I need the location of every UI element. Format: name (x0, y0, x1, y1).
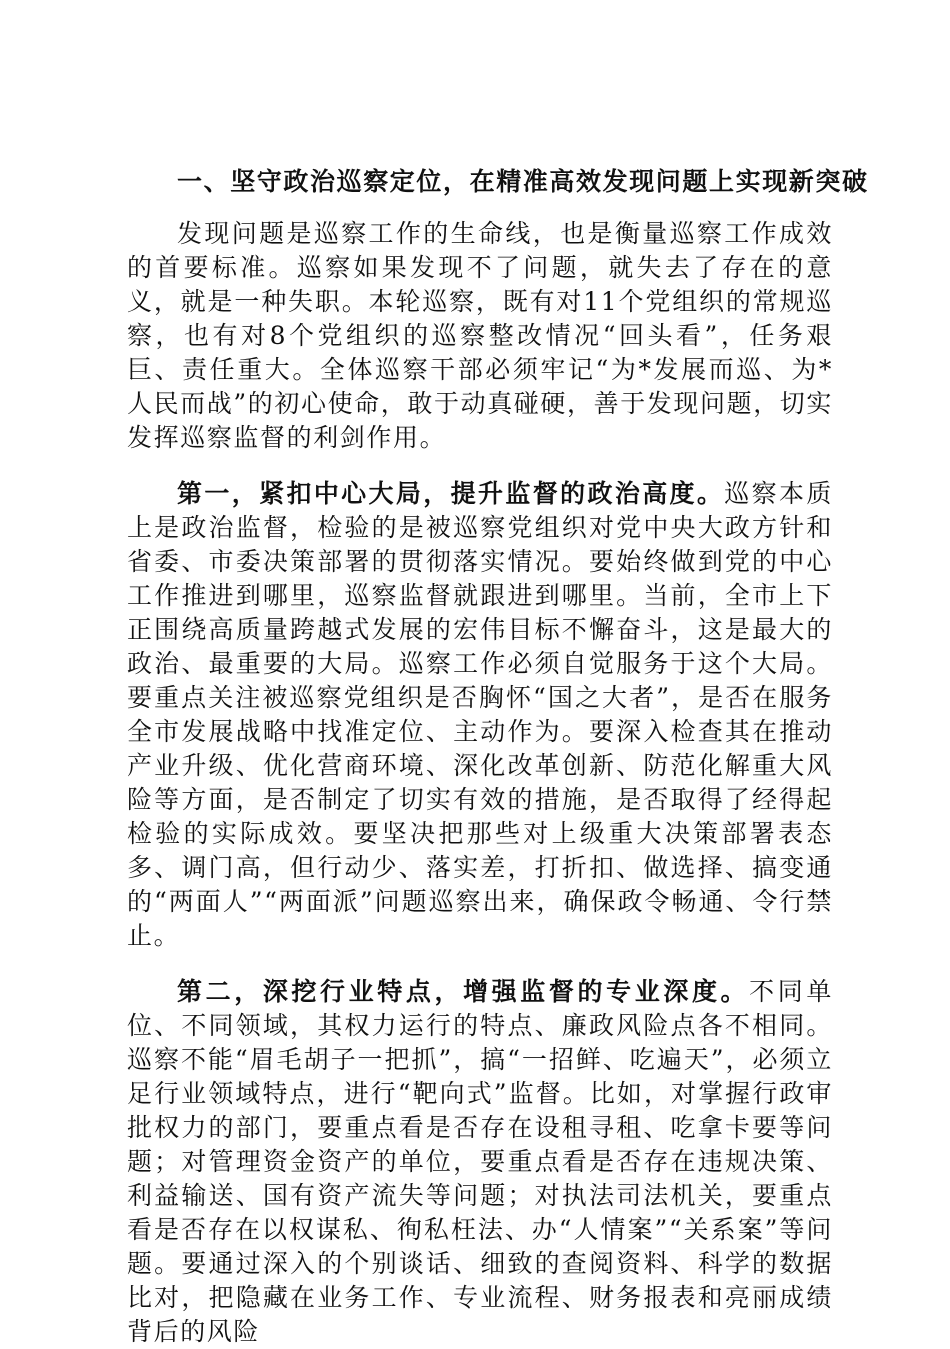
document-body (127, 165, 869, 1349)
paragraph-text: 巡察本质上是政治监督，检验的是被巡察党组织对党中央大政方针和省委、市委决策部署的贯彻落实情况。要始终做到党的中心工作推进到哪里，巡察监督就跟进到哪里。当前，全市上下正围绕高质量跨越式发展的宏伟目标不懈奋斗，这是最大的政治、最重要的大局。巡察工作必须自觉服务于这个大局。要重点关注被巡察党组织是否胸怀“国之大者”，是否在服务全市发展战略中找准定位、主动作为。要深入检查其在推动产业升级、优化营商环境、深化改革创新、防范化解重大风险等方面，是否制定了切实有效的措施，是否取得了经得起检验的实际成效。要坚决把那些对上级重大决策部署表态多、调门高，但行动少、落实差，打折扣、做选择、搞变通的“两面人”“两面派”问题巡察出来，确保政令畅通、令行禁止。 (127, 479, 833, 950)
paragraph-lead: 第二，深挖行业特点，增强监督的专业深度。 (177, 977, 750, 1006)
paragraph-intro (127, 217, 833, 455)
paragraph-text: 发现问题是巡察工作的生命线，也是衡量巡察工作成效的首要标准。巡察如果发现不了问题，就失去了存在的意义，就是一种失职。本轮巡察，既有对11个党组织的常规巡察，也有对8个党组织的巡察整改情况“回头看”，任务艰巨、责任重大。全体巡察干部必须牢记“为*发展而巡、为*人民而战”的初心使命，敢于动真碰硬，善于发现问题，切实发挥巡察监督的利剑作用。 (127, 219, 833, 452)
paragraph-second-point (127, 975, 833, 1349)
paragraph-text: 不同单位、不同领域，其权力运行的特点、廉政风险点各不相同。巡察不能“眉毛胡子一把抓”，搞“一招鲜、吃遍天”，必须立足行业领域特点，进行“靶向式”监督。比如，对掌握行政审批权力的部门，要重点看是否存在设租寻租、吃拿卡要等问题；对管理资金资产的单位，要重点看是否存在违规决策、利益输送、国有资产流失等问题；对执法司法机关，要重点看是否存在以权谋私、徇私枉法、办“人情案”“关系案”等问题。要通过深入的个别谈话、细致的查阅资料、科学的数据比对，把隐藏在业务工作、专业流程、财务报表和亮丽成绩背后的风险 (127, 977, 833, 1346)
paragraph-first-point (127, 477, 833, 953)
paragraph-lead: 第一，紧扣中心大局，提升监督的政治高度。 (177, 479, 725, 508)
section-heading: 一、坚守政治巡察定位，在精准高效发现问题上实现新突破 (177, 167, 869, 196)
